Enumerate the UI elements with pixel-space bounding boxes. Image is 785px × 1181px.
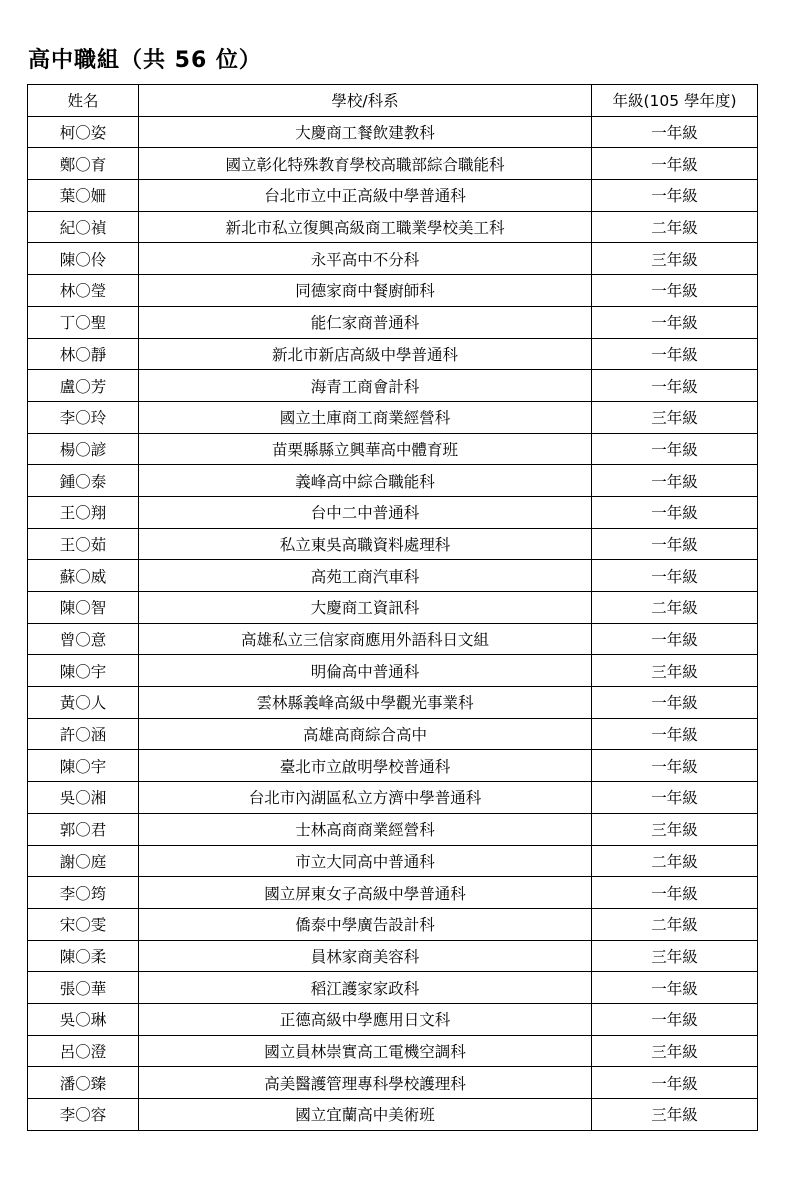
table-row bbox=[28, 1099, 758, 1131]
cell-grade: 二年級 bbox=[592, 845, 758, 877]
cell-grade: 三年級 bbox=[592, 655, 758, 687]
cell-student-name: 吳〇湘 bbox=[28, 782, 139, 814]
cell-school-department: 能仁家商普通科 bbox=[139, 306, 592, 338]
cell-grade: 一年級 bbox=[592, 877, 758, 909]
table-row bbox=[28, 845, 758, 877]
cell-school-department: 大慶商工餐飲建教科 bbox=[139, 116, 592, 148]
cell-school-department: 國立彰化特殊教育學校高職部綜合職能科 bbox=[139, 148, 592, 180]
table-row bbox=[28, 401, 758, 433]
cell-grade: 二年級 bbox=[592, 592, 758, 624]
header-grade: 年級(105 學年度) bbox=[592, 85, 758, 117]
cell-student-name: 鄭〇育 bbox=[28, 148, 139, 180]
cell-student-name: 陳〇柔 bbox=[28, 940, 139, 972]
table-row bbox=[28, 338, 758, 370]
cell-grade: 一年級 bbox=[592, 972, 758, 1004]
cell-student-name: 潘〇臻 bbox=[28, 1067, 139, 1099]
table-row bbox=[28, 592, 758, 624]
cell-student-name: 陳〇宇 bbox=[28, 750, 139, 782]
cell-student-name: 葉〇姍 bbox=[28, 180, 139, 212]
cell-grade: 一年級 bbox=[592, 623, 758, 655]
table-row bbox=[28, 243, 758, 275]
table-row bbox=[28, 180, 758, 212]
table-row bbox=[28, 433, 758, 465]
cell-grade: 一年級 bbox=[592, 370, 758, 402]
table-row bbox=[28, 782, 758, 814]
table-row bbox=[28, 750, 758, 782]
cell-school-department: 台中二中普通科 bbox=[139, 496, 592, 528]
cell-school-department: 同德家商中餐廚師科 bbox=[139, 275, 592, 307]
table-row bbox=[28, 718, 758, 750]
table-row bbox=[28, 528, 758, 560]
cell-grade: 一年級 bbox=[592, 718, 758, 750]
cell-grade: 一年級 bbox=[592, 1003, 758, 1035]
cell-student-name: 謝〇庭 bbox=[28, 845, 139, 877]
cell-school-department: 稻江護家家政科 bbox=[139, 972, 592, 1004]
table-row bbox=[28, 908, 758, 940]
cell-grade: 一年級 bbox=[592, 528, 758, 560]
cell-grade: 一年級 bbox=[592, 560, 758, 592]
cell-school-department: 國立屏東女子高級中學普通科 bbox=[139, 877, 592, 909]
cell-grade: 三年級 bbox=[592, 401, 758, 433]
cell-school-department: 市立大同高中普通科 bbox=[139, 845, 592, 877]
table-row bbox=[28, 655, 758, 687]
table-row bbox=[28, 560, 758, 592]
cell-student-name: 陳〇伶 bbox=[28, 243, 139, 275]
table-row bbox=[28, 940, 758, 972]
cell-student-name: 柯〇姿 bbox=[28, 116, 139, 148]
cell-student-name: 丁〇聖 bbox=[28, 306, 139, 338]
cell-school-department: 正德高級中學應用日文科 bbox=[139, 1003, 592, 1035]
cell-school-department: 大慶商工資訊科 bbox=[139, 592, 592, 624]
cell-school-department: 台北市立中正高級中學普通科 bbox=[139, 180, 592, 212]
table-header-row bbox=[28, 85, 758, 117]
table-row bbox=[28, 116, 758, 148]
cell-school-department: 臺北市立啟明學校普通科 bbox=[139, 750, 592, 782]
cell-school-department: 明倫高中普通科 bbox=[139, 655, 592, 687]
page-title: 高中職組（共 56 位） bbox=[28, 48, 262, 73]
cell-grade: 三年級 bbox=[592, 940, 758, 972]
cell-student-name: 王〇茹 bbox=[28, 528, 139, 560]
cell-student-name: 鍾〇泰 bbox=[28, 465, 139, 497]
cell-grade: 二年級 bbox=[592, 908, 758, 940]
table-row bbox=[28, 1067, 758, 1099]
table-row bbox=[28, 496, 758, 528]
cell-school-department: 高美醫護管理專科學校護理科 bbox=[139, 1067, 592, 1099]
cell-grade: 三年級 bbox=[592, 1035, 758, 1067]
table-row bbox=[28, 148, 758, 180]
cell-school-department: 國立宜蘭高中美術班 bbox=[139, 1099, 592, 1131]
cell-school-department: 私立東吳高職資料處理科 bbox=[139, 528, 592, 560]
cell-student-name: 林〇靜 bbox=[28, 338, 139, 370]
cell-school-department: 高苑工商汽車科 bbox=[139, 560, 592, 592]
table-row bbox=[28, 370, 758, 402]
cell-student-name: 張〇華 bbox=[28, 972, 139, 1004]
cell-grade: 一年級 bbox=[592, 782, 758, 814]
cell-student-name: 紀〇禎 bbox=[28, 211, 139, 243]
cell-grade: 一年級 bbox=[592, 338, 758, 370]
cell-student-name: 林〇瑩 bbox=[28, 275, 139, 307]
cell-school-department: 僑泰中學廣告設計科 bbox=[139, 908, 592, 940]
cell-school-department: 新北市新店高級中學普通科 bbox=[139, 338, 592, 370]
cell-school-department: 新北市私立復興高級商工職業學校美工科 bbox=[139, 211, 592, 243]
cell-student-name: 楊〇諺 bbox=[28, 433, 139, 465]
table-row bbox=[28, 465, 758, 497]
table-row bbox=[28, 877, 758, 909]
cell-school-department: 士林高商商業經營科 bbox=[139, 813, 592, 845]
cell-grade: 一年級 bbox=[592, 306, 758, 338]
cell-grade: 三年級 bbox=[592, 813, 758, 845]
cell-grade: 一年級 bbox=[592, 687, 758, 719]
cell-grade: 一年級 bbox=[592, 433, 758, 465]
cell-grade: 三年級 bbox=[592, 243, 758, 275]
cell-grade: 一年級 bbox=[592, 180, 758, 212]
table-row bbox=[28, 306, 758, 338]
header-name: 姓名 bbox=[28, 85, 139, 117]
cell-student-name: 吳〇琳 bbox=[28, 1003, 139, 1035]
cell-student-name: 李〇筠 bbox=[28, 877, 139, 909]
cell-student-name: 呂〇澄 bbox=[28, 1035, 139, 1067]
cell-student-name: 黃〇人 bbox=[28, 687, 139, 719]
cell-school-department: 永平高中不分科 bbox=[139, 243, 592, 275]
cell-student-name: 許〇涵 bbox=[28, 718, 139, 750]
cell-school-department: 雲林縣義峰高級中學觀光事業科 bbox=[139, 687, 592, 719]
cell-student-name: 陳〇智 bbox=[28, 592, 139, 624]
cell-student-name: 陳〇宇 bbox=[28, 655, 139, 687]
table-row bbox=[28, 275, 758, 307]
table-row bbox=[28, 1003, 758, 1035]
student-table bbox=[27, 84, 758, 1131]
cell-school-department: 高雄高商綜合高中 bbox=[139, 718, 592, 750]
cell-school-department: 高雄私立三信家商應用外語科日文組 bbox=[139, 623, 592, 655]
cell-student-name: 曾〇意 bbox=[28, 623, 139, 655]
cell-grade: 一年級 bbox=[592, 148, 758, 180]
cell-school-department: 海青工商會計科 bbox=[139, 370, 592, 402]
cell-student-name: 盧〇芳 bbox=[28, 370, 139, 402]
cell-school-department: 台北市內湖區私立方濟中學普通科 bbox=[139, 782, 592, 814]
cell-grade: 一年級 bbox=[592, 496, 758, 528]
cell-grade: 一年級 bbox=[592, 750, 758, 782]
cell-student-name: 王〇翔 bbox=[28, 496, 139, 528]
cell-school-department: 義峰高中綜合職能科 bbox=[139, 465, 592, 497]
table-row bbox=[28, 211, 758, 243]
table-row bbox=[28, 623, 758, 655]
table-row bbox=[28, 1035, 758, 1067]
cell-school-department: 國立員林崇實高工電機空調科 bbox=[139, 1035, 592, 1067]
cell-grade: 三年級 bbox=[592, 1099, 758, 1131]
cell-grade: 一年級 bbox=[592, 275, 758, 307]
cell-grade: 一年級 bbox=[592, 465, 758, 497]
cell-school-department: 員林家商美容科 bbox=[139, 940, 592, 972]
table-row bbox=[28, 972, 758, 1004]
cell-school-department: 苗栗縣縣立興華高中體育班 bbox=[139, 433, 592, 465]
cell-student-name: 李〇容 bbox=[28, 1099, 139, 1131]
cell-school-department: 國立土庫商工商業經營科 bbox=[139, 401, 592, 433]
cell-student-name: 蘇〇威 bbox=[28, 560, 139, 592]
header-school: 學校/科系 bbox=[139, 85, 592, 117]
cell-student-name: 宋〇雯 bbox=[28, 908, 139, 940]
table-row bbox=[28, 687, 758, 719]
cell-grade: 一年級 bbox=[592, 116, 758, 148]
cell-grade: 一年級 bbox=[592, 1067, 758, 1099]
table-row bbox=[28, 813, 758, 845]
cell-student-name: 郭〇君 bbox=[28, 813, 139, 845]
cell-student-name: 李〇玲 bbox=[28, 401, 139, 433]
cell-grade: 二年級 bbox=[592, 211, 758, 243]
